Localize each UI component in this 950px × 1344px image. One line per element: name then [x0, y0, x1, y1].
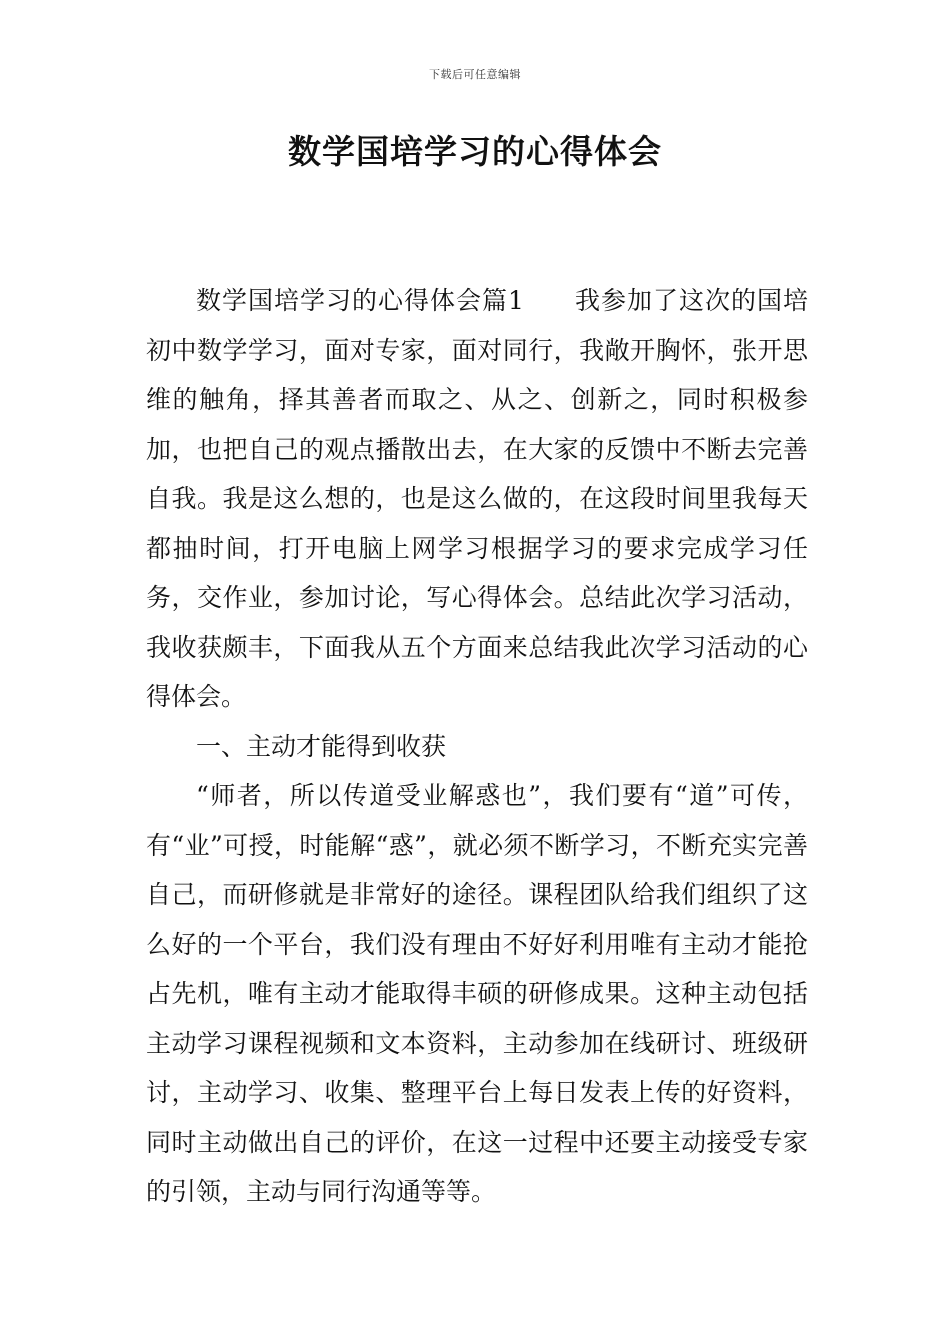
paragraph-1-body: 我参加了这次的国培初中数学学习，面对专家，面对同行，我敞开胸怀，张开思维的触角，择其善者而取之、从之、创新之，同时积极参加，也把自己的观点播散出去，在大家的反馈中不断去完善自我。我是这么想的，也是这么做的，在这段时间里我每天都抽时间，打开电脑上网学习根据学习的要求完成学习任务，交作业，参加讨论，写心得体会。总结此次学习活动，我收获颇丰，下面我从五个方面来总结我此次学习活动的心得体会。 [146, 286, 808, 711]
paragraph-1 [146, 276, 808, 722]
paragraph-1-heading: 数学国培学习的心得体会篇1 [196, 286, 524, 315]
document-body [146, 276, 808, 1217]
header-note: 下载后可任意编辑 [429, 68, 521, 81]
section-heading-1: 一、主动才能得到收获 [196, 731, 447, 761]
paragraph-2: “师者，所以传道受业解惑也”，我们要有“道”可传，有“业”可授，时能解“惑”，就必须不断学习，不断充实完善自己，而研修就是非常好的途径。课程团队给我们组织了这么好的一个平台，我们没有理由不好好利用唯有主动才能抢占先机，唯有主动才能取得丰硕的研修成果。这种主动包括主动学习课程视频和文本资料，主动参加在线研讨、班级研讨，主动学习、收集、整理平台上每日发表上传的好资料，同时主动做出自己的评价，在这一过程中还要主动接受专家的引领，主动与同行沟通等等。 [146, 781, 808, 1206]
document-title: 数学国培学习的心得体会 [288, 132, 662, 171]
